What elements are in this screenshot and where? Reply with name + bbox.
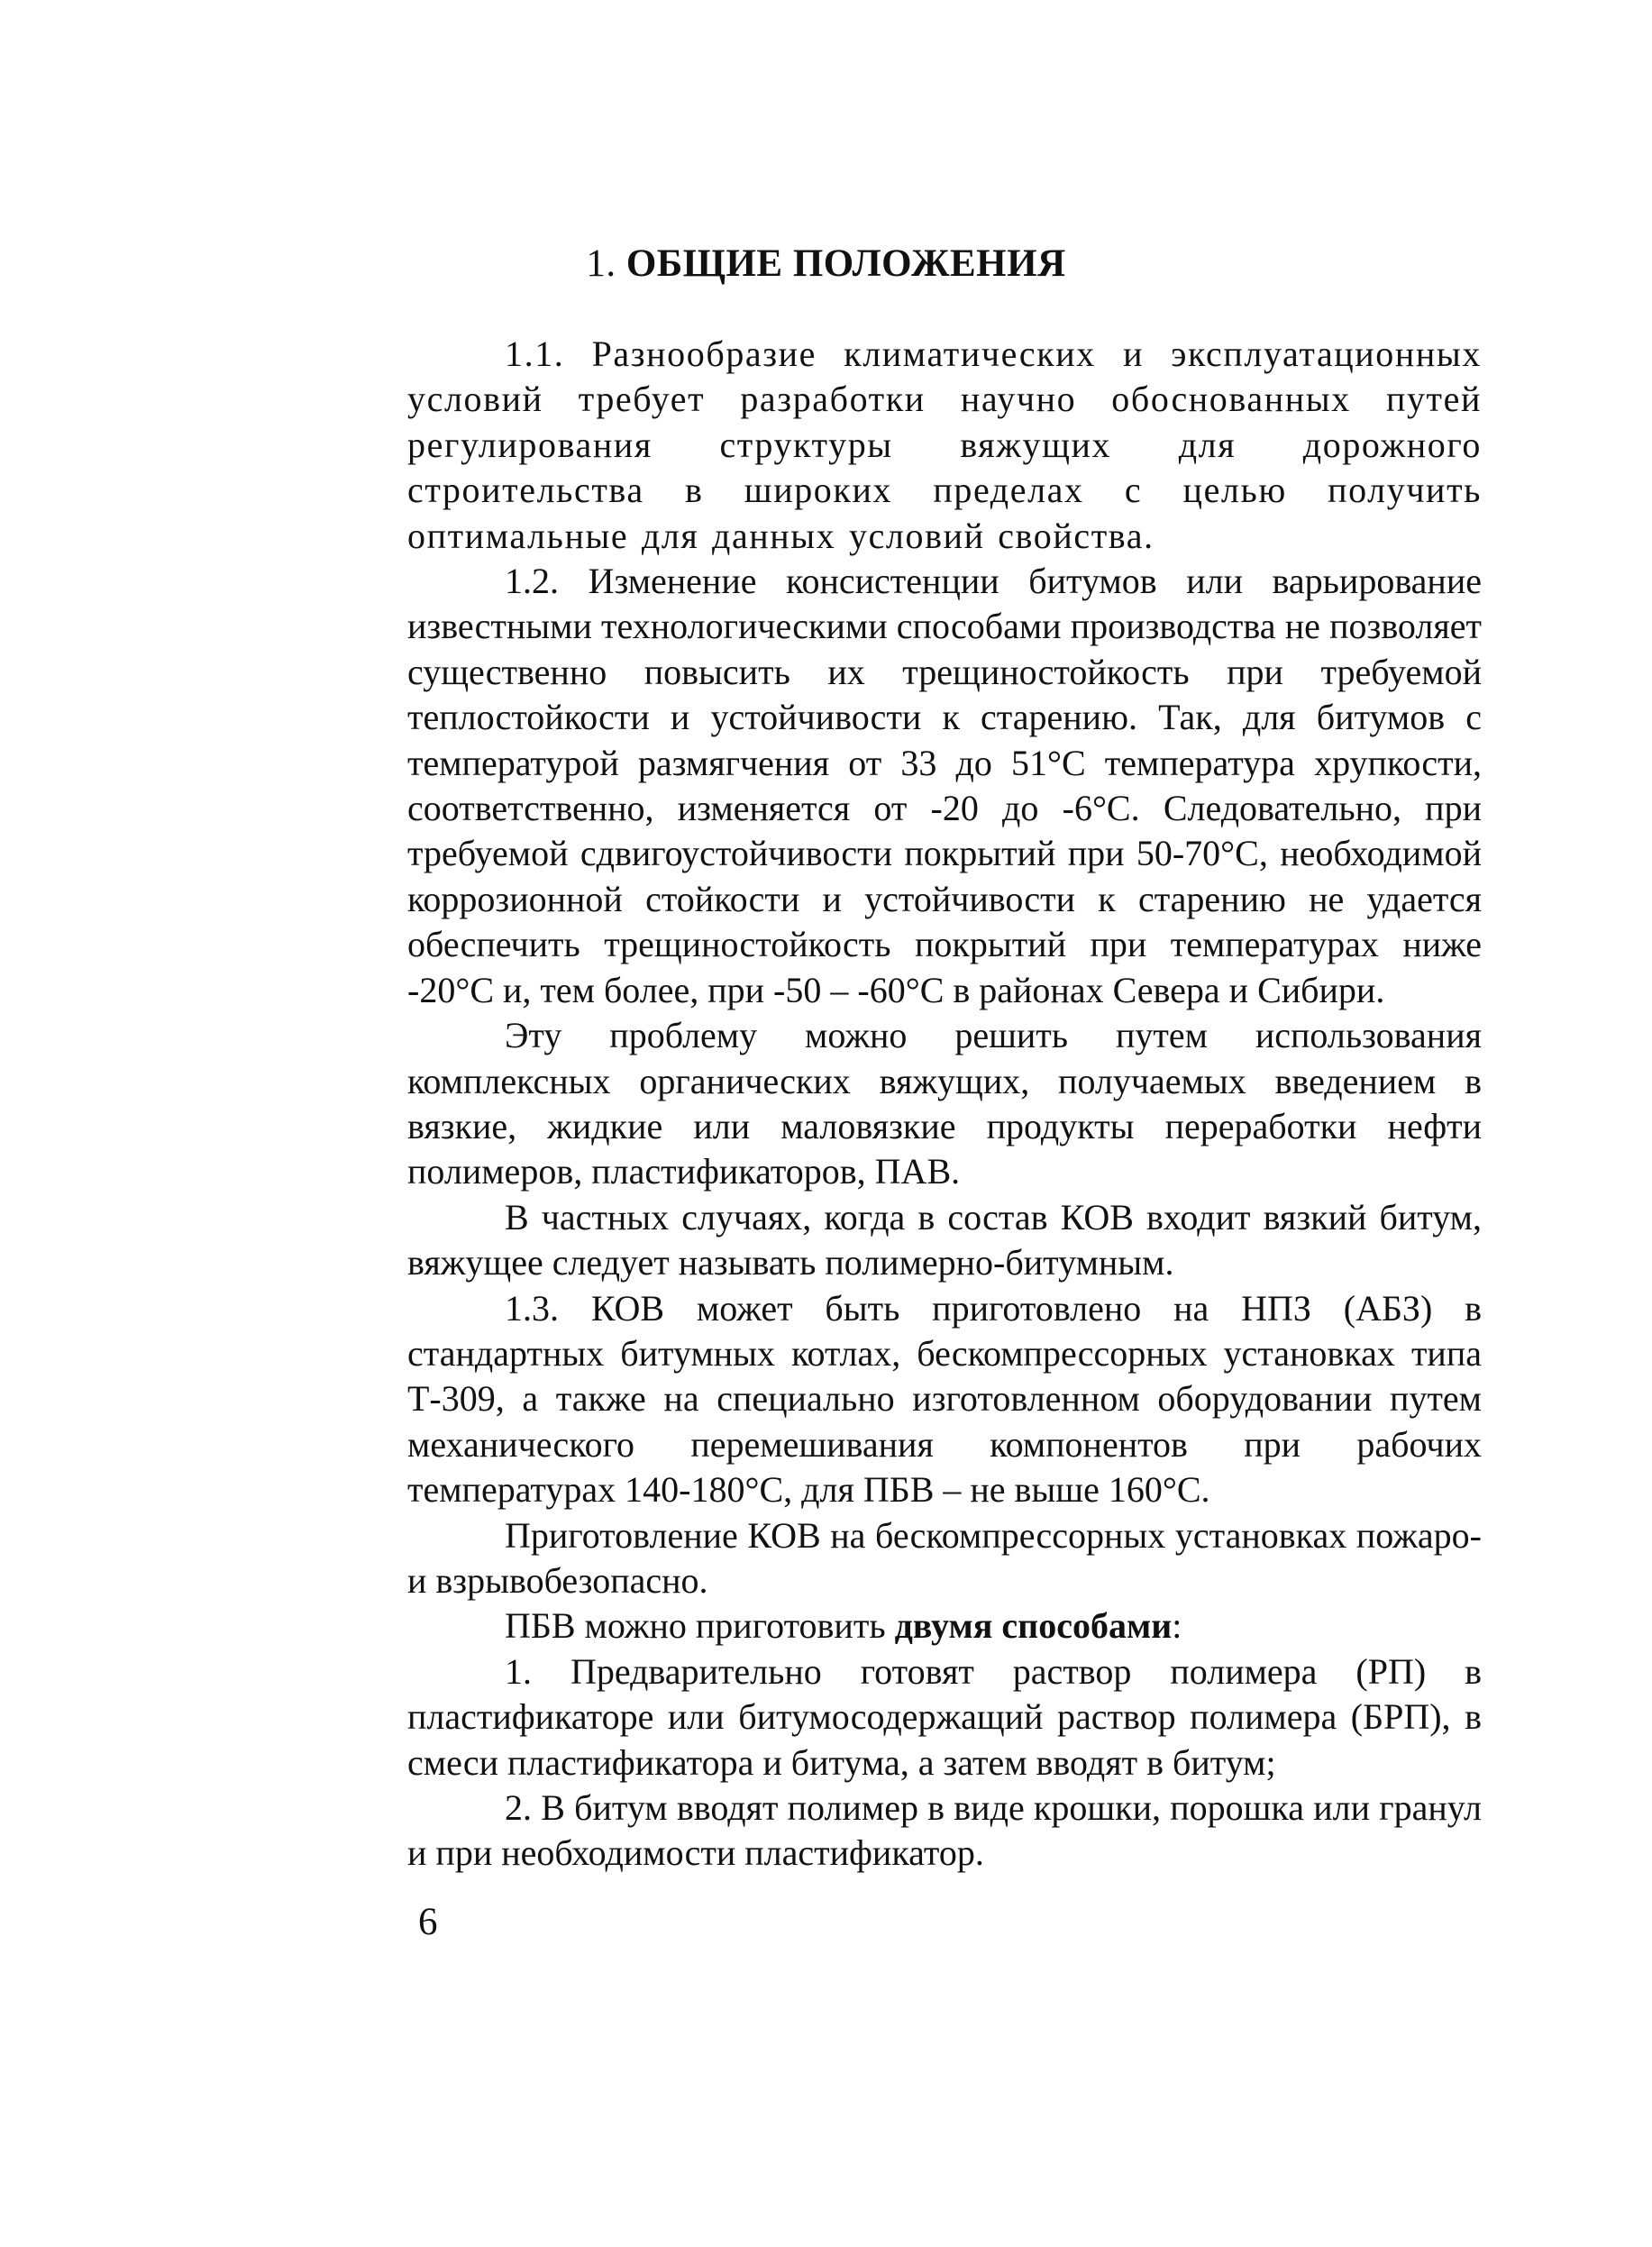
paragraph-1-3: 1.3. КОВ может быть приготовлено на НПЗ (АБЗ) в стандартных битумных котлах, бескомпрессорных установках типа Т-309, а также на специально изготовленном оборудовании путем механического перемешивания компонентов при рабочих температурах 140-180°С, для ПБВ – не выше 160°С. xyxy=(407,1287,1482,1511)
paragraph-methods-intro xyxy=(407,1603,1482,1649)
section-number: 1. xyxy=(586,242,616,285)
paragraph-1-2: 1.2. Изменение консистенции битумов или варьирование известными технологическими способами производства не позволяет существенно повысить их трещиностойкость при требуемой теплостойкости и устойчивости к старению. Так, для битумов с температурой размягчения от 33 до 51°С температура хрупкости, соответственно, изменяется от -20 до -6°С. Следовательно, при требуемой сдвигоустойчивости покрытий при 50-70°С, необходимой коррозионной стойкости и устойчивости к старению не удается обеспечить трещиностойкость покрытий при температурах ниже -20°С и, тем более, при -50 – -60°С в районах Севера и Сибири. xyxy=(407,561,1482,1010)
section-heading xyxy=(0,242,1652,286)
paragraph-special-cases: В частных случаях, когда в состав КОВ входит вязкий битум, вяжущее следует называть полимерно-битумным. xyxy=(407,1196,1482,1283)
methods-intro-text: ПБВ можно приготовить xyxy=(505,1605,895,1647)
paragraph-safety: Приготовление КОВ на бескомпрессорных установках пожаро- и взрывобезопасно. xyxy=(407,1514,1482,1601)
paragraph-method-1: 1. Предварительно готовят раствор полимера (РП) в пластификаторе или битумосодержащий раствор полимера (БРП), в смеси пластификатора и битума, а затем вводят в битум; xyxy=(407,1650,1482,1783)
methods-intro-bold: двумя способами xyxy=(894,1605,1173,1647)
body-text xyxy=(407,332,1482,1877)
paragraph-problem: Эту проблему можно решить путем использования комплексных органических вяжущих, получаемых введением в вязкие, жидкие или маловязкие продукты переработки нефти полимеров, пластификаторов, ПАВ. xyxy=(407,1015,1482,1192)
methods-intro-colon: : xyxy=(1172,1605,1182,1647)
paragraph-method-2: 2. В битум вводят полимер в виде крошки, порошка или гранул и при необходимости пластификатор. xyxy=(407,1787,1482,1874)
paragraph-1-1: 1.1. Разнообразие климатических и эксплуатационных условий требует разработки научно обоснованных путей регулирования структуры вяжущих для дорожного строительства в широких пределах с целью получить оптимальные для данных условий свойства. xyxy=(407,333,1482,556)
section-title: ОБЩИЕ ПОЛОЖЕНИЯ xyxy=(625,242,1066,285)
page-number: 6 xyxy=(418,1901,438,1943)
